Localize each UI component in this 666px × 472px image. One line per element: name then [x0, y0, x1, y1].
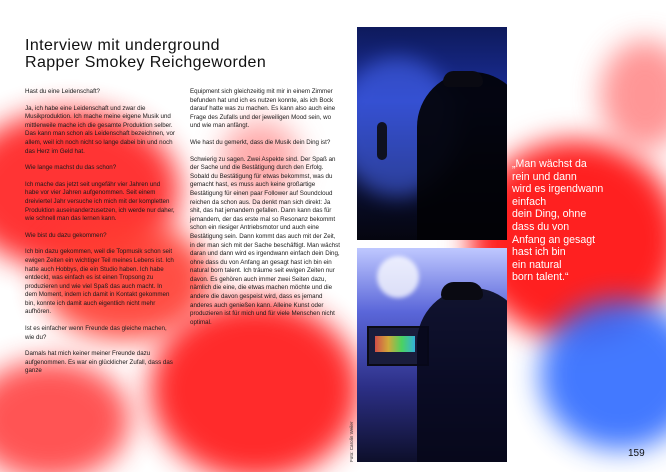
cap-silhouette	[443, 71, 483, 87]
article-title	[25, 37, 266, 71]
interview-question: Wie hast du gemerkt, dass die Musik dein Ding ist?	[190, 138, 331, 146]
title-line-2: Rapper Smokey Reichgeworden	[25, 53, 267, 71]
title-line-1: Interview mit underground	[25, 36, 220, 54]
pull-quote-line: born talent.“	[512, 271, 569, 284]
interview-answer: Damals hat mich keiner meiner Freunde dazu aufgenommen. Es war ein glücklicher Zufall, dass das ganze	[25, 350, 173, 375]
pull-quote-line: einfach	[512, 195, 547, 208]
lamp-light	[377, 256, 419, 298]
microphone-silhouette	[377, 122, 387, 160]
interview-answer: Schwierig zu sagen. Zwei Aspekte sind. Der Spaß an der Sache und die Bestätigung durch den Erfolg. Sobald du Bestätigung für etwas bekommst, was du gemacht hast, es muss auch keine großartige Bestätigung für einen paar Follower auf Soundcloud reichen da schon aus. Da denkt man sich direkt: Ja shit, das hat jemandem gefallen. Dann kann das für jemandem, der das erste mal so Resonanz bekommt schon ein riesiger Antriebsmotor und auch eine Bestätigung sein. Dann kommt das auch mit der Zeit, in der man sich mit der Sache beschäftigt. Man wächst daran und dann wird es irgendwann einfach dein Ding, ohne dass du von Anfang an gesagt hast ich bin ein natural born talent. Ich träume seit ewigen Zeiten nur davon. Es gehören auch immer zwei Seiten dazu, nämlich die eine, die etwas machen möchte und die andere die davon gespeist wird, dass es jemand anderes auch genießen kann. Alleine Kunst oder produzieren ist für mich und für viele Menschen nicht optimal.	[190, 155, 340, 326]
pull-quote-line: dass du von	[512, 220, 570, 233]
text-column-middle	[190, 88, 340, 335]
interview-answer: Equipment sich gleichzeitig mit mir in einem Zimmer befunden hat und ich es nutzen konnte, als ich Bock darauf hatte was zu machen. Es kann also auch eine Frage des Zufalls und der jeweiligen Mood sein, wo und wie man anfängt.	[190, 88, 336, 130]
pull-quote	[512, 158, 652, 284]
interview-answer: Ich bin dazu gekommen, weil die Topmusik schon seit ewigen Zeiten ein wichtiger Teil meines Lebens ist. Ich hatte auch Hobbys, die ein Studio haben. Ich habe entdeckt, was einfach es ist einen Tropsong zu produzieren und wie viel Spaß das auch macht. In dem Moment, indem ich damit in Kontakt gekommen bin, konnte ich damit auch eigentlich nicht mehr aufhören.	[25, 248, 174, 316]
pull-quote-line: ein natural	[512, 258, 562, 271]
page-number: 159	[628, 448, 645, 459]
interview-answer: Ich mache das jetzt seit ungefähr vier Jahren und habe vor vier Jahren aufgenommen. Seit einem dreiviertel Jahr versuche ich mich mit der kompletten Produktion auseinanderzusetzen, ich werde nur daher, wie schnell man das lernen kann.	[25, 180, 175, 223]
pull-quote-line: rein und dann	[512, 170, 577, 183]
interview-question: Ist es einfacher wenn Freunde das gleiche machen, wie du?	[25, 325, 167, 341]
interview-question: Wie lange machst du das schon?	[25, 164, 117, 172]
pink-paint-blob	[600, 40, 666, 150]
pull-quote-line: „Man wächst da	[512, 158, 587, 170]
text-column-left	[25, 88, 175, 384]
cap-silhouette	[441, 282, 483, 300]
pull-quote-line: wird es irgendwann	[512, 183, 604, 196]
pull-quote-line: dein Ding, ohne	[512, 208, 587, 221]
pull-quote-line: Anfang an gesagt	[512, 233, 596, 246]
interview-answer: Ja, ich habe eine Leidenschaft und zwar die Musikproduktion. Ich mache meine eigene Musik und mittlerweile mache ich die gesamte Produktion selber. Das kann man schon als Leidenschaft bezeichnen, vor allem, weil ich noch nicht so lange dabei bin und noch das Herz im Geld hat.	[25, 104, 175, 155]
pull-quote-line: hast ich bin	[512, 246, 566, 259]
photo-credit: Foto: Carolin Weiler	[349, 421, 354, 462]
interview-question: Hast du eine Leidenschaft?	[25, 88, 100, 95]
photo-studio-computer	[357, 248, 507, 462]
producer-silhouette	[417, 288, 507, 462]
photo-studio-microphone	[357, 27, 507, 240]
rapper-silhouette	[417, 72, 507, 240]
interview-question: Wie bist du dazu gekommen?	[25, 231, 107, 239]
